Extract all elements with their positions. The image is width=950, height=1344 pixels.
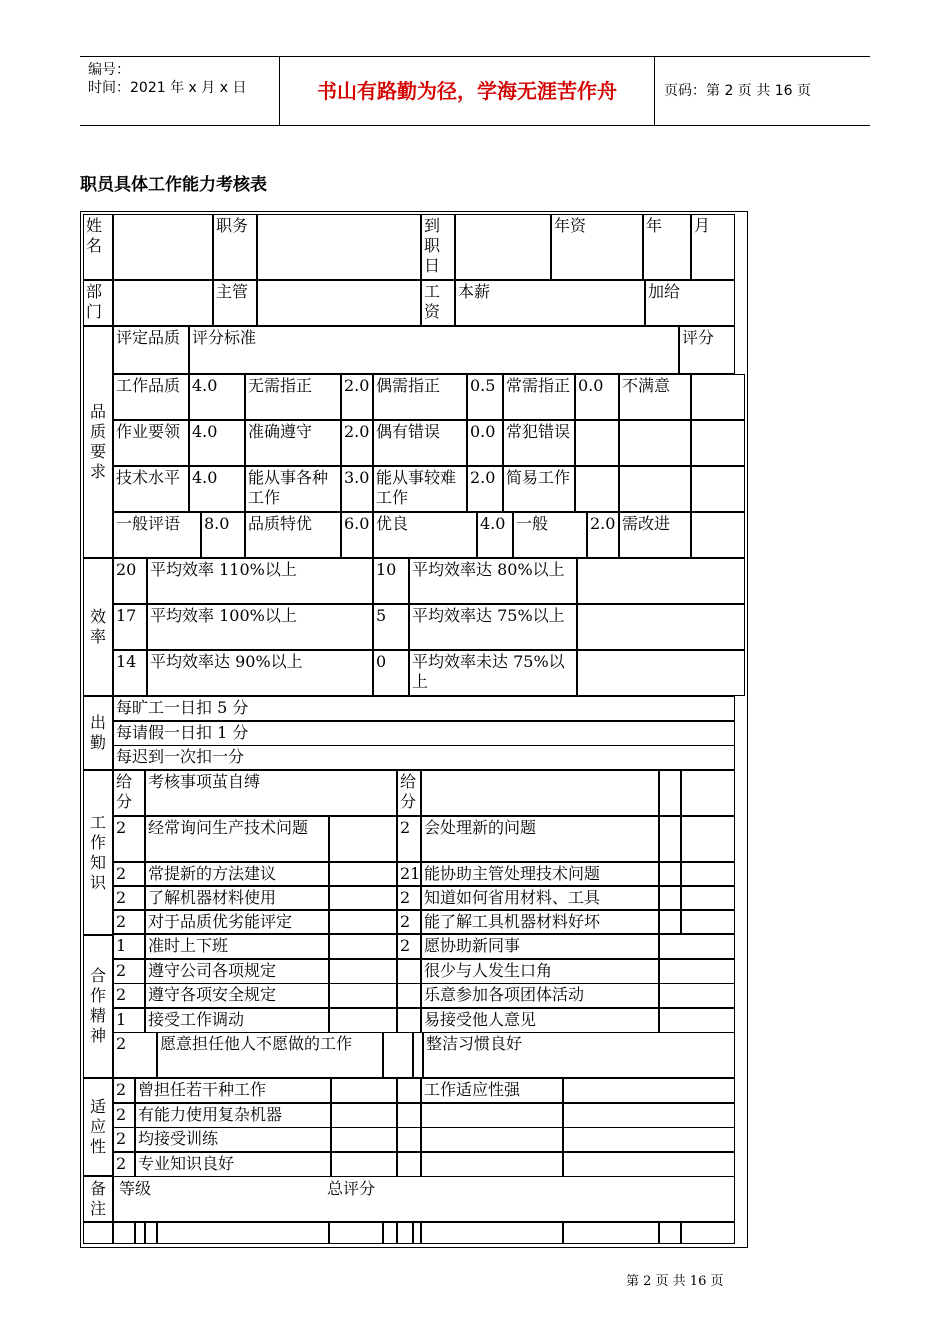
adaptability-score-box (563, 1152, 735, 1177)
name-label: 姓名 (83, 214, 113, 280)
adaptability-score-box (331, 1127, 397, 1152)
quality-cell: 常犯错误 (503, 420, 575, 466)
quality-standard-header: 评分标准 (189, 326, 679, 374)
quality-cell: 0.0 (467, 420, 503, 466)
cooperation-item: 遵守公司各项规定 (145, 959, 329, 984)
supervisor-label: 主管 (213, 280, 257, 326)
cooperation-score-box (329, 959, 397, 984)
adaptability-score-box (563, 1103, 735, 1128)
header-motto: 书山有路勤为径，学海无涯苦作舟 (280, 57, 655, 125)
quality-general-cell: 优良 (373, 512, 477, 558)
arrive-date-value (455, 214, 551, 280)
quality-general-cell: 需改进 (619, 512, 691, 558)
attendance-section-label: 出勤 (83, 696, 113, 770)
position-value (257, 214, 421, 280)
efficiency-desc: 平均效率 100%以上 (147, 604, 373, 650)
cooperation-score (397, 1008, 421, 1033)
quality-cell (691, 374, 745, 420)
cooperation-score-box (383, 1032, 413, 1078)
efficiency-score: 10 (373, 558, 409, 604)
quality-cell: 技术水平 (113, 466, 189, 512)
seniority-label: 年资 (551, 214, 643, 280)
adaptability-score-box (331, 1078, 397, 1103)
table-cell (421, 1222, 563, 1244)
knowledge-section-label: 工作知识 (83, 770, 113, 936)
quality-cell: 简易工作 (503, 466, 575, 512)
supervisor-value (257, 280, 421, 326)
quality-cell: 偶需指正 (373, 374, 467, 420)
knowledge-score: 2 (113, 816, 145, 862)
knowledge-score-box (681, 886, 735, 910)
knowledge-item: 能协助主管处理技术问题 (421, 862, 659, 886)
knowledge-score: 2 (397, 886, 421, 910)
efficiency-score-box (577, 558, 745, 604)
knowledge-item: 能了解工具机器材料好坏 (421, 910, 659, 934)
cooperation-item: 很少与人发生口角 (421, 959, 659, 984)
quality-general-cell: 8.0 (201, 512, 245, 558)
remarks-section-label: 备注 (83, 1176, 113, 1222)
cooperation-score (413, 1032, 423, 1078)
table-cell (397, 1127, 421, 1152)
cooperation-score: 1 (113, 1008, 145, 1033)
table-cell (563, 1222, 659, 1244)
cooperation-score-box (659, 1008, 735, 1033)
adaptability-section-label: 适应性 (83, 1078, 113, 1176)
cooperation-score: 2 (113, 959, 145, 984)
knowledge-score-box (329, 862, 397, 886)
cooperation-score-box (329, 983, 397, 1008)
doc-number-label: 编号： (88, 62, 130, 78)
quality-cell: 偶有错误 (373, 420, 467, 466)
quality-cell: 不满意 (619, 374, 691, 420)
knowledge-item-header-2 (421, 770, 659, 816)
knowledge-item-header: 考核事项茧自缚 (145, 770, 397, 816)
quality-cell: 3.0 (341, 466, 373, 512)
efficiency-score: 0 (373, 650, 409, 696)
table-cell (83, 1222, 113, 1244)
extra-pay-label: 加给 (645, 280, 735, 326)
quality-cell: 工作品质 (113, 374, 189, 420)
adaptability-item (421, 1103, 563, 1128)
quality-cell: 4.0 (189, 466, 245, 512)
quality-general-cell: 一般 (513, 512, 587, 558)
cooperation-score-box (329, 1008, 397, 1033)
knowledge-item: 了解机器材料使用 (145, 886, 329, 910)
quality-item-header: 评定品质 (113, 326, 189, 374)
efficiency-desc: 平均效率 110%以上 (147, 558, 373, 604)
quality-section-label: 品质要求 (83, 326, 113, 558)
efficiency-score: 17 (113, 604, 147, 650)
page-footer: 第 2 页 共 16 页 (626, 1274, 724, 1289)
knowledge-score: 21 (397, 862, 421, 886)
table-cell (397, 1152, 421, 1177)
efficiency-score: 5 (373, 604, 409, 650)
table-cell (113, 1222, 135, 1244)
table-cell (413, 1222, 421, 1244)
cooperation-score-box (329, 934, 397, 959)
header-meta (80, 57, 280, 125)
adaptability-score: 2 (113, 1152, 135, 1177)
adaptability-item: 均接受训练 (135, 1127, 331, 1152)
quality-cell: 作业要领 (113, 420, 189, 466)
quality-cell (575, 466, 619, 512)
cooperation-score: 2 (113, 983, 145, 1008)
knowledge-score: 2 (397, 816, 421, 862)
adaptability-score-box (331, 1103, 397, 1128)
position-label: 职务 (213, 214, 257, 280)
attendance-rule: 每迟到一次扣一分 (113, 745, 735, 770)
quality-cell: 常需指正 (503, 374, 575, 420)
quality-cell: 0.5 (467, 374, 503, 420)
table-cell (145, 1222, 157, 1244)
knowledge-item: 会处理新的问题 (421, 816, 659, 862)
table-cell (681, 770, 735, 816)
wage-label: 工资 (421, 280, 455, 326)
quality-cell (575, 420, 619, 466)
year-label: 年 (643, 214, 691, 280)
cooperation-score (397, 983, 421, 1008)
quality-cell: 能从事各种工作 (245, 466, 341, 512)
attendance-rule: 每请假一日扣 1 分 (113, 721, 735, 746)
total-score-label: 总评分 (327, 1179, 376, 1198)
efficiency-section-label: 效率 (83, 558, 113, 696)
table-cell (397, 1222, 413, 1244)
adaptability-score-box (331, 1152, 397, 1177)
quality-cell: 准确遵守 (245, 420, 341, 466)
table-cell (383, 1222, 397, 1244)
table-cell (659, 816, 681, 862)
knowledge-score: 2 (113, 886, 145, 910)
adaptability-score-box (563, 1078, 735, 1103)
efficiency-desc: 平均效率未达 75%以上 (409, 650, 577, 696)
quality-cell: 4.0 (189, 420, 245, 466)
dept-value (113, 280, 213, 326)
quality-cell (691, 420, 745, 466)
table-cell (659, 770, 681, 816)
quality-cell: 能从事较难工作 (373, 466, 467, 512)
cooperation-item: 愿协助新同事 (421, 934, 659, 959)
quality-cell: 2.0 (341, 374, 373, 420)
knowledge-give-header-2: 给分 (397, 770, 421, 816)
quality-cell: 2.0 (467, 466, 503, 512)
quality-cell: 无需指正 (245, 374, 341, 420)
cooperation-item: 易接受他人意见 (421, 1008, 659, 1033)
adaptability-score: 2 (113, 1078, 135, 1103)
table-cell (659, 886, 681, 910)
efficiency-desc: 平均效率达 80%以上 (409, 558, 577, 604)
quality-cell: 0.0 (575, 374, 619, 420)
knowledge-item: 常提新的方法建议 (145, 862, 329, 886)
knowledge-item: 对于品质优劣能评定 (145, 910, 329, 934)
table-cell (659, 1222, 681, 1244)
table-cell (659, 910, 681, 934)
quality-cell: 2.0 (341, 420, 373, 466)
base-salary-label: 本薪 (455, 280, 645, 326)
quality-general-cell: 2.0 (587, 512, 619, 558)
cooperation-item: 整洁习惯良好 (423, 1032, 735, 1078)
adaptability-score-box (563, 1127, 735, 1152)
quality-cell (619, 466, 691, 512)
knowledge-score-box (329, 910, 397, 934)
cooperation-item: 接受工作调动 (145, 1008, 329, 1033)
knowledge-score-box (681, 862, 735, 886)
knowledge-score: 2 (113, 862, 145, 886)
attendance-rule: 每旷工一日扣 5 分 (113, 696, 735, 721)
quality-cell (691, 466, 745, 512)
arrive-date-label: 到职日 (421, 214, 455, 280)
table-cell (397, 1078, 421, 1103)
efficiency-score: 20 (113, 558, 147, 604)
cooperation-score-box (659, 959, 735, 984)
knowledge-score-box (329, 886, 397, 910)
page-header (80, 56, 870, 126)
table-cell (659, 862, 681, 886)
quality-general-cell: 一般评语 (113, 512, 201, 558)
cooperation-section-label: 合作精神 (83, 934, 113, 1078)
quality-cell (619, 420, 691, 466)
efficiency-desc: 平均效率达 90%以上 (147, 650, 373, 696)
adaptability-item (421, 1127, 563, 1152)
adaptability-item (421, 1152, 563, 1177)
efficiency-score-box (577, 604, 745, 650)
knowledge-item: 经常询问生产技术问题 (145, 816, 329, 862)
cooperation-score (397, 959, 421, 984)
cooperation-score: 2 (113, 1032, 157, 1078)
table-cell (329, 1222, 383, 1244)
knowledge-score: 2 (397, 910, 421, 934)
assessment-table (80, 211, 748, 1248)
cooperation-score: 2 (397, 934, 421, 959)
cooperation-item: 愿意担任他人不愿做的工作 (157, 1032, 383, 1078)
quality-general-cell: 品质特优 (245, 512, 341, 558)
adaptability-item: 工作适应性强 (421, 1078, 563, 1103)
cooperation-item: 准时上下班 (145, 934, 329, 959)
table-cell (681, 1222, 735, 1244)
efficiency-desc: 平均效率达 75%以上 (409, 604, 577, 650)
knowledge-score-box (681, 816, 735, 862)
knowledge-give-header: 给分 (113, 770, 145, 816)
table-cell (157, 1222, 329, 1244)
grade-label: 等级 (119, 1179, 152, 1198)
quality-general-cell: 6.0 (341, 512, 373, 558)
header-page-info: 页码：第 2 页 共 16 页 (664, 83, 811, 99)
knowledge-score-box (681, 910, 735, 934)
cooperation-item: 遵守各项安全规定 (145, 983, 329, 1008)
month-label: 月 (691, 214, 735, 280)
quality-general-cell: 4.0 (477, 512, 513, 558)
table-cell (135, 1222, 145, 1244)
adaptability-item: 专业知识良好 (135, 1152, 331, 1177)
adaptability-item: 曾担任若干种工作 (135, 1078, 331, 1103)
dept-label: 部门 (83, 280, 113, 326)
quality-general-score (691, 512, 745, 558)
doc-time: 时间：2021 年 x 月 x 日 (88, 80, 247, 96)
efficiency-score: 14 (113, 650, 147, 696)
cooperation-score-box (659, 983, 735, 1008)
quality-cell: 4.0 (189, 374, 245, 420)
quality-score-header: 评分 (679, 326, 735, 374)
adaptability-item: 有能力使用复杂机器 (135, 1103, 331, 1128)
knowledge-score: 2 (113, 910, 145, 934)
page-title: 职员具体工作能力考核表 (80, 175, 267, 195)
table-cell (397, 1103, 421, 1128)
cooperation-score: 1 (113, 934, 145, 959)
cooperation-item: 乐意参加各项团体活动 (421, 983, 659, 1008)
adaptability-score: 2 (113, 1127, 135, 1152)
knowledge-score-box (329, 816, 397, 862)
knowledge-item: 知道如何省用材料、工具 (421, 886, 659, 910)
adaptability-score: 2 (113, 1103, 135, 1128)
cooperation-score-box (659, 934, 735, 959)
efficiency-score-box (577, 650, 745, 696)
name-value (113, 214, 213, 280)
